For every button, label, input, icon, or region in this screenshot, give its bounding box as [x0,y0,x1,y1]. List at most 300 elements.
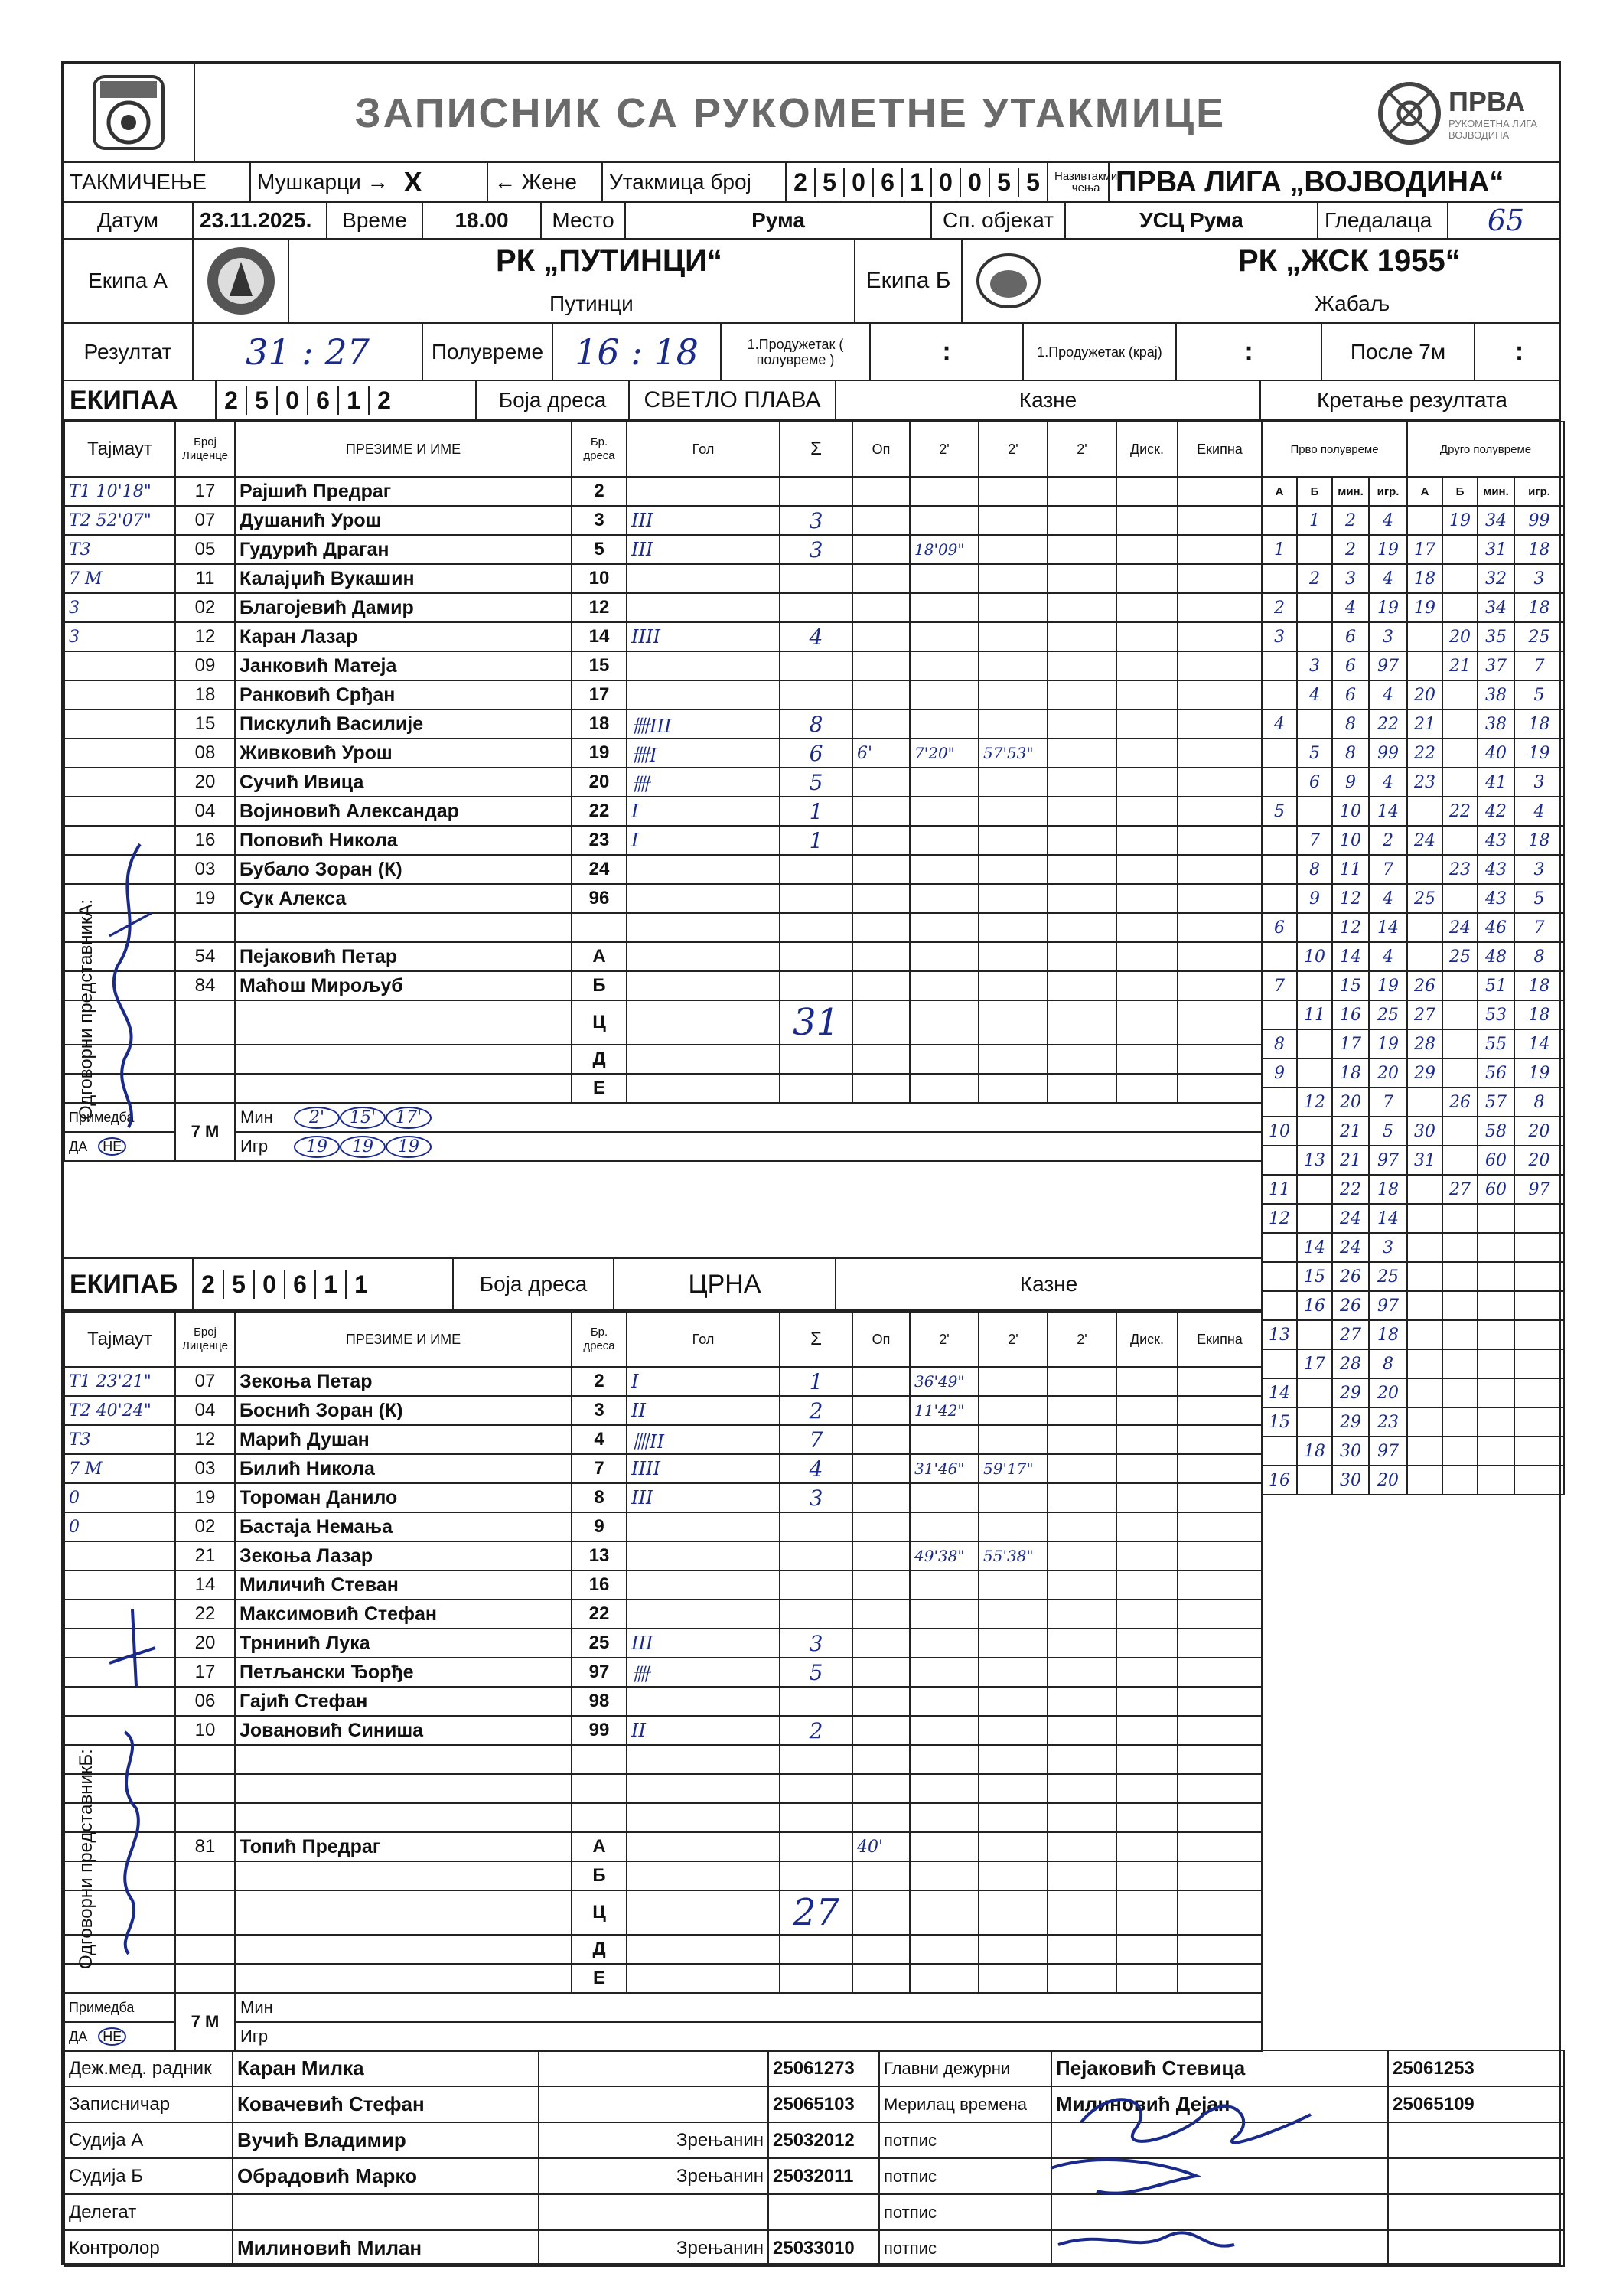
progress-cell: 8 [1332,739,1369,768]
code-digit: 2 [377,386,391,414]
player-warning [852,1745,910,1774]
player-warning [852,651,910,680]
staff-role-2: Главни дежурни [879,2050,1051,2086]
code-digit: 0 [932,168,961,197]
player-warning [852,1367,910,1396]
player-goal-tally [627,884,780,913]
progress-cell: 16 [1262,1466,1297,1495]
staff-license [768,2194,879,2230]
player-name: Петљански Ђорђе [235,1658,572,1687]
staff-name: Ковачевић Стефан [233,2086,539,2122]
license-header: Број Лиценце [175,422,235,477]
team-b-table [64,1311,1263,2052]
player-row [64,1570,1262,1600]
player-jersey-no: 10 [572,564,627,593]
progress-cell: 37 [1478,651,1514,680]
progress-cell: 4 [1369,680,1407,709]
progress-cell: 26 [1332,1291,1369,1320]
timeout-cell: T1 10'18" [64,477,175,506]
player-warning [852,1570,910,1600]
official-penalty [910,942,979,971]
player-row [64,1512,1262,1541]
progress-cell: 6 [1332,651,1369,680]
progress-cell: 2 [1332,535,1369,564]
official-name [235,1074,572,1103]
progress-col-header-cell: мин. [1478,477,1514,506]
official-letter: Е [572,1074,627,1103]
progress-cell [1297,1117,1332,1146]
progress-cell: 4 [1297,680,1332,709]
progress-cell [1478,1204,1514,1233]
progress-cell: 42 [1478,797,1514,826]
player-name: Трнинић Лука [235,1629,572,1658]
player-goal-tally [627,1570,780,1600]
progress-row [1262,1058,1564,1088]
team-b-rep-signature [94,1594,163,1962]
progress-row [1262,1146,1564,1175]
progress-cell: 16 [1332,1000,1369,1029]
official-penalty [1116,1935,1178,1964]
result-label: Резултат [64,324,194,380]
official-blank [627,942,780,971]
progress-cell: 43 [1478,884,1514,913]
table-header-row [64,422,1262,477]
player-row [64,506,1262,535]
official-sum-cell: 31 [780,1000,852,1045]
official-penalty [1048,1000,1116,1045]
progress-cell: 25 [1369,1262,1407,1291]
progress-cell [1442,1146,1478,1175]
progress-cell: 24 [1332,1233,1369,1262]
progress-row [1262,535,1564,564]
official-row [64,1832,1262,1861]
player-goal-tally [627,1687,780,1716]
progress-cell: 15 [1332,971,1369,1000]
official-penalty [1178,1832,1262,1861]
progress-cell [1297,535,1332,564]
progress-cell: 13 [1262,1320,1297,1349]
progress-cell [1407,1291,1442,1320]
player-row [64,651,1262,680]
staff-license: 25032012 [768,2122,879,2158]
progress-cell: 27 [1407,1000,1442,1029]
staff-name: Вучић Владимир [233,2122,539,2158]
progress-cell [1442,884,1478,913]
player-suspension-2 [979,797,1048,826]
progress-cell: 9 [1297,884,1332,913]
note-yes[interactable]: ДА [69,2028,88,2044]
player-warning [852,1629,910,1658]
team-b-code [194,1259,454,1309]
player-suspension-1 [910,651,979,680]
player-suspension-2: 59'17" [979,1454,1048,1483]
player-suspension-2 [979,768,1048,797]
place-label: Место [542,203,626,238]
timeout-cell [64,1541,175,1570]
progress-cell: 8 [1332,709,1369,739]
progress-cell [1442,826,1478,855]
player-suspension-2 [979,1425,1048,1454]
progress-cell: 1 [1297,506,1332,535]
team-a-city: Путинци [549,292,634,315]
progress-cell: 43 [1478,826,1514,855]
staff-role: Записничар [64,2086,233,2122]
progress-cell: 26 [1332,1262,1369,1291]
progress-cell [1262,1349,1297,1378]
progress-cell [1407,1320,1442,1349]
progress-cell [1262,1146,1297,1175]
player-license: 19 [175,884,235,913]
staff-license-2: 25061253 [1388,2050,1564,2086]
player-disqualification [1116,1541,1178,1570]
progress-cell: 30 [1332,1437,1369,1466]
player-goal-sum: 4 [780,1454,852,1483]
player-suspension-3 [1048,1629,1116,1658]
progress-cell: 97 [1369,1146,1407,1175]
team-b-label: Екипа Б [855,240,963,322]
code-digit: 1 [354,1270,368,1298]
player-warning [852,1600,910,1629]
official-row [64,1861,1262,1890]
official-penalty [910,971,979,1000]
progress-cell: 27 [1442,1175,1478,1204]
player-name [235,1745,572,1774]
player-suspension-2 [979,564,1048,593]
team-b-penalties-label: Казне [1019,1272,1078,1296]
name-header: ПРЕЗИМЕ И ИМЕ [235,1312,572,1367]
progress-cell: 23 [1407,768,1442,797]
progress-cell: 3 [1332,564,1369,593]
venue-label: Сп. објекат [932,203,1066,238]
team-penalty-header: Екипна [1178,422,1262,477]
progress-cell [1407,1233,1442,1262]
player-disqualification [1116,855,1178,884]
player-warning [852,1658,910,1687]
timeout-cell: T3 [64,1425,175,1454]
progress-row [1262,942,1564,971]
official-row [64,942,1262,971]
player-jersey-no [572,1774,627,1803]
team-b-header-row [64,1257,1261,1311]
player-name: Калајџић Вукашин [235,564,572,593]
team-b-city: Жабаљ [1315,292,1390,315]
player-jersey-no: 2 [572,477,627,506]
player-row [64,739,1262,768]
progress-cell: 8 [1262,1029,1297,1058]
player-disqualification [1116,593,1178,622]
player-license: 07 [175,1367,235,1396]
progress-row [1262,622,1564,651]
player-goal-tally [627,680,780,709]
progress-cell [1442,1117,1478,1146]
player-disqualification [1116,1600,1178,1629]
player-warning [852,709,910,739]
progress-cell [1407,622,1442,651]
note-yes-no [64,2022,175,2051]
official-letter: Ц [572,1890,627,1935]
player-warning [852,1716,910,1745]
team-a-jersey-label: Боја дреса [477,381,630,419]
player-license: 05 [175,535,235,564]
player-name: Гајић Стефан [235,1687,572,1716]
team-penalty [1178,593,1262,622]
player-suspension-3 [1048,1483,1116,1512]
player-suspension-1 [910,1483,979,1512]
progress-cell [1514,1437,1564,1466]
player-warning [852,535,910,564]
player-goal-tally: 卌 [627,768,780,797]
progress-cell: 4 [1369,506,1407,535]
competition-row [64,163,1559,203]
progress-cell: 2 [1369,826,1407,855]
progress-cell: 12 [1297,1088,1332,1117]
official-license: 84 [175,971,235,1000]
player-disqualification [1116,1658,1178,1687]
player-suspension-1 [910,1716,979,1745]
match-time: 18.00 [423,203,542,238]
player-row [64,913,1262,942]
progress-cell: 11 [1332,855,1369,884]
player-jersey-no: 7 [572,1454,627,1483]
player-warning [852,1687,910,1716]
official-blank [627,1074,780,1103]
official-letter: Б [572,1861,627,1890]
team-penalty [1178,1512,1262,1541]
progress-cell [1478,1349,1514,1378]
player-jersey-no: 8 [572,1483,627,1512]
team-b-jersey: ЦРНА [614,1259,836,1309]
code-digit: 0 [255,1270,285,1299]
team-penalty [1178,1629,1262,1658]
official-penalty [1116,1000,1178,1045]
progress-cell: 4 [1514,797,1564,826]
progress-cell [1297,1320,1332,1349]
player-name: Рајшић Предраг [235,477,572,506]
official-license [175,1935,235,1964]
progress-cell: 20 [1442,622,1478,651]
progress-cell: 24 [1442,913,1478,942]
title-row [64,64,1559,163]
jersey-no-header: Бр. дреса [572,422,627,477]
progress-cell [1262,1437,1297,1466]
player-suspension-1 [910,1629,979,1658]
player-jersey-no: 3 [572,1396,627,1425]
player-goal-tally: III [627,535,780,564]
staff-role-2: потпис [879,2122,1051,2158]
progress-cell: 12 [1262,1204,1297,1233]
progress-cell: 51 [1478,971,1514,1000]
player-disqualification [1116,1745,1178,1774]
progress-cell: 13 [1297,1146,1332,1175]
progress-cell [1262,884,1297,913]
progress-cell [1478,1378,1514,1407]
player-suspension-2 [979,1745,1048,1774]
progress-cell: 56 [1478,1058,1514,1088]
player-disqualification [1116,651,1178,680]
progress-cell: 6 [1332,622,1369,651]
player-suspension-1 [910,680,979,709]
progress-cell: 5 [1262,797,1297,826]
team-penalty [1178,826,1262,855]
player-suspension-1: 49'38" [910,1541,979,1570]
progress-cell: 4 [1369,884,1407,913]
progress-cell [1407,1407,1442,1437]
progress-cell: 25 [1369,1000,1407,1029]
venue: УСЦ Рума [1066,203,1318,238]
player-goal-sum [780,1512,852,1541]
team-penalty [1178,1570,1262,1600]
player-goal-tally [627,1541,780,1570]
progress-cell: 3 [1514,564,1564,593]
sevenm-min-label: Мин [240,1107,273,1127]
code-digit: 5 [224,1270,255,1299]
progress-cell: 18 [1407,564,1442,593]
player-jersey-no: 2 [572,1367,627,1396]
note-no[interactable]: НЕ [98,2027,126,2046]
player-suspension-1 [910,1687,979,1716]
progress-cell: 60 [1478,1175,1514,1204]
player-jersey-no: 19 [572,739,627,768]
official-penalty [1048,1890,1116,1935]
player-goal-sum: 1 [780,797,852,826]
progress-cell [1407,942,1442,971]
player-suspension-2 [979,622,1048,651]
official-blank [627,1045,780,1074]
official-letter: Ц [572,1000,627,1045]
player-jersey-no: 13 [572,1541,627,1570]
player-suspension-1 [910,884,979,913]
player-goal-tally: II [627,1396,780,1425]
note-no[interactable]: НЕ [98,1137,126,1156]
player-warning [852,913,910,942]
team-penalty [1178,1745,1262,1774]
code-digit: 5 [1026,168,1040,196]
document-title-wrap [194,64,1387,163]
progress-cell: 58 [1478,1117,1514,1146]
team-b-rep-label: Одговорни представникБ: [76,1749,96,1969]
league-ball-icon [1375,79,1444,148]
player-goal-sum: 1 [780,826,852,855]
official-name [235,1000,572,1045]
progress-cell: 3 [1262,622,1297,651]
staff-name-2: Пејаковић Стевица [1051,2050,1388,2086]
progress-cell [1407,1378,1442,1407]
date-label: Датум [64,203,194,238]
player-goal-tally: I [627,826,780,855]
team-b-name: РК „ЖСК 1955“ [1238,244,1461,278]
player-license: 12 [175,1425,235,1454]
official-penalty [1116,1964,1178,1993]
player-disqualification [1116,1512,1178,1541]
note-yes[interactable]: ДА [69,1138,88,1154]
player-goal-tally [627,477,780,506]
player-suspension-1 [910,622,979,651]
official-row [64,1045,1262,1074]
progress-cell: 10 [1332,826,1369,855]
player-disqualification [1116,1425,1178,1454]
code-digit: 6 [308,386,339,415]
official-penalty [1048,1935,1116,1964]
spectators-count: 65 [1487,204,1525,237]
note-row [64,1103,1262,1132]
progress-col-header-cell: Б [1442,477,1478,506]
progress-cell: 20 [1514,1146,1564,1175]
team-penalty [1178,797,1262,826]
progress-cell: 5 [1514,680,1564,709]
player-row [64,1600,1262,1629]
official-license [175,1861,235,1890]
player-goal-sum [780,1774,852,1803]
progress-cell [1478,1407,1514,1437]
progress-cell [1442,680,1478,709]
official-sum-cell [780,1964,852,1993]
staff-name [233,2194,539,2230]
progress-cell: 21 [1407,709,1442,739]
player-jersey-no [572,1745,627,1774]
sevenm-label: 7 M [175,1103,235,1161]
player-goal-sum: 2 [780,1716,852,1745]
player-goal-sum: 3 [780,1629,852,1658]
official-penalty [1178,1000,1262,1045]
progress-row [1262,651,1564,680]
player-jersey-no: 25 [572,1629,627,1658]
player-disqualification [1116,797,1178,826]
player-jersey-no: 98 [572,1687,627,1716]
player-name: Боснић Зоран (К) [235,1396,572,1425]
player-disqualification [1116,1396,1178,1425]
player-row [64,535,1262,564]
team-penalty [1178,1658,1262,1687]
progress-cell: 46 [1478,913,1514,942]
official-penalty [1116,1045,1178,1074]
player-disqualification [1116,1367,1178,1396]
progress-cell: 23 [1369,1407,1407,1437]
official-blank [627,1861,780,1890]
progress-cell: 7 [1369,1088,1407,1117]
rss-logo-icon [86,70,171,155]
first-half-label: Прво полувреме [1262,422,1407,477]
progress-row [1262,826,1564,855]
player-jersey-no: 23 [572,826,627,855]
player-goal-tally: 卌I [627,739,780,768]
official-blank [627,1935,780,1964]
progress-cell: 3 [1369,1233,1407,1262]
official-warning [852,1890,910,1935]
player-goal-sum [780,884,852,913]
official-penalty [1048,971,1116,1000]
note-label: Примедба [64,1993,175,2022]
player-goal-tally: 卌III [627,709,780,739]
progress-cell: 25 [1442,942,1478,971]
player-row [64,564,1262,593]
player-license: 04 [175,797,235,826]
progress-cell: 18 [1514,535,1564,564]
staff-license: 25065103 [768,2086,879,2122]
progress-row [1262,913,1564,942]
player-warning [852,884,910,913]
player-name: Зекоња Лазар [235,1541,572,1570]
player-suspension-3 [1048,593,1116,622]
progress-cell [1442,1000,1478,1029]
staff-name: Каран Милка [233,2050,539,2086]
match-date: 23.11.2025. [194,203,327,238]
suspension1-header: 2' [910,422,979,477]
final-result: 31 : 27 [194,324,423,380]
team-a-rep-label: Одговорни представникА: [76,899,96,1120]
official-penalty [910,1074,979,1103]
player-name: Бубало Зоран (К) [235,855,572,884]
progress-cell [1442,1058,1478,1088]
